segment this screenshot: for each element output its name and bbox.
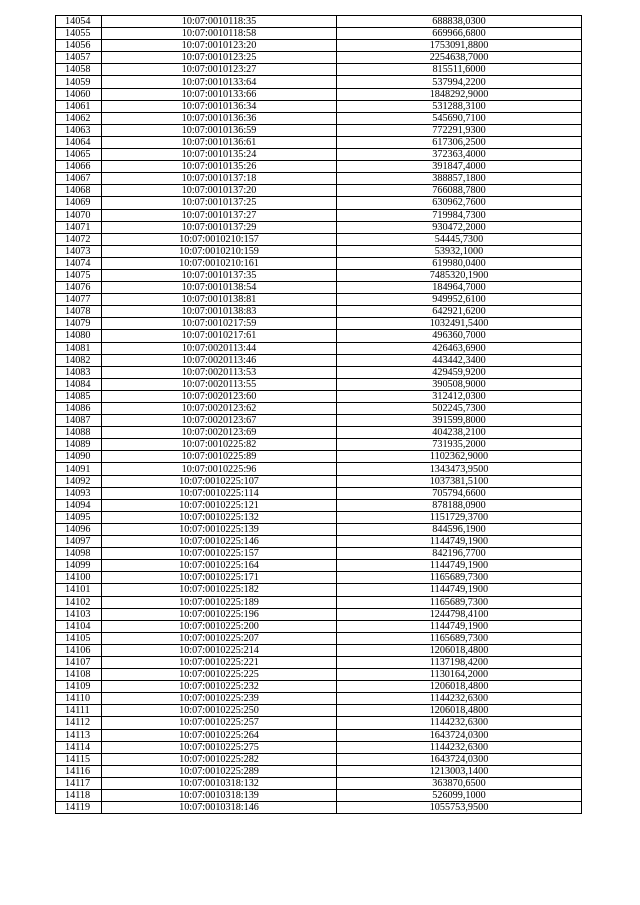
- value-cell: 1643724,0300: [337, 753, 582, 765]
- row-number-cell: 14066: [56, 161, 102, 173]
- cadastral-number-cell: 10:07:0010137:35: [102, 269, 337, 281]
- value-cell: 1037381,5100: [337, 475, 582, 487]
- cadastral-number-cell: 10:07:0010118:35: [102, 16, 337, 28]
- table-row: [56, 463, 582, 475]
- row-number-cell: 14061: [56, 100, 102, 112]
- table-row: [56, 306, 582, 318]
- table-row: [56, 802, 582, 814]
- row-number-cell: 14084: [56, 378, 102, 390]
- table-row: [56, 790, 582, 802]
- cadastral-number-cell: 10:07:0010138:54: [102, 282, 337, 294]
- table-row: [56, 245, 582, 257]
- table-row: [56, 499, 582, 511]
- table-row: [56, 88, 582, 100]
- value-cell: 688838,0300: [337, 16, 582, 28]
- cadastral-number-cell: 10:07:0010225:114: [102, 487, 337, 499]
- cadastral-number-cell: 10:07:0010136:61: [102, 136, 337, 148]
- value-cell: 1848292,9000: [337, 88, 582, 100]
- table-row: [56, 149, 582, 161]
- table-row: [56, 378, 582, 390]
- row-number-cell: 14058: [56, 64, 102, 76]
- table-row: [56, 390, 582, 402]
- row-number-cell: 14106: [56, 644, 102, 656]
- row-number-cell: 14092: [56, 475, 102, 487]
- value-cell: 844596,1900: [337, 523, 582, 535]
- value-cell: 1144749,1900: [337, 560, 582, 572]
- table-row: [56, 632, 582, 644]
- table-row: [56, 536, 582, 548]
- cadastral-number-cell: 10:07:0020113:44: [102, 342, 337, 354]
- row-number-cell: 14078: [56, 306, 102, 318]
- value-cell: 772291,9300: [337, 124, 582, 136]
- table-row: [56, 741, 582, 753]
- value-cell: 766088,7800: [337, 185, 582, 197]
- value-cell: 669966,6800: [337, 28, 582, 40]
- cadastral-number-cell: 10:07:0020113:55: [102, 378, 337, 390]
- cadastral-number-cell: 10:07:0010225:146: [102, 536, 337, 548]
- cadastral-number-cell: 10:07:0010210:159: [102, 245, 337, 257]
- row-number-cell: 14069: [56, 197, 102, 209]
- value-cell: 1165689,7300: [337, 596, 582, 608]
- row-number-cell: 14067: [56, 173, 102, 185]
- table-row: [56, 523, 582, 535]
- table-row: [56, 52, 582, 64]
- table-row: [56, 427, 582, 439]
- cadastral-number-cell: 10:07:0010137:29: [102, 221, 337, 233]
- cadastral-number-cell: 10:07:0010225:121: [102, 499, 337, 511]
- cadastral-number-cell: 10:07:0010123:27: [102, 64, 337, 76]
- cadastral-number-cell: 10:07:0010123:20: [102, 40, 337, 52]
- row-number-cell: 14072: [56, 233, 102, 245]
- cadastral-number-cell: 10:07:0020123:60: [102, 390, 337, 402]
- row-number-cell: 14104: [56, 620, 102, 632]
- row-number-cell: 14102: [56, 596, 102, 608]
- table-row: [56, 777, 582, 789]
- value-cell: 878188,0900: [337, 499, 582, 511]
- row-number-cell: 14097: [56, 536, 102, 548]
- value-cell: 496360,7000: [337, 330, 582, 342]
- value-cell: 630962,7600: [337, 197, 582, 209]
- row-number-cell: 14075: [56, 269, 102, 281]
- row-number-cell: 14114: [56, 741, 102, 753]
- value-cell: 1165689,7300: [337, 632, 582, 644]
- cadastral-number-cell: 10:07:0010133:66: [102, 88, 337, 100]
- row-number-cell: 14090: [56, 451, 102, 463]
- row-number-cell: 14082: [56, 354, 102, 366]
- cadastral-number-cell: 10:07:0010225:171: [102, 572, 337, 584]
- row-number-cell: 14095: [56, 511, 102, 523]
- value-cell: 54445,7300: [337, 233, 582, 245]
- value-cell: 930472,2000: [337, 221, 582, 233]
- value-cell: 1144749,1900: [337, 620, 582, 632]
- row-number-cell: 14108: [56, 669, 102, 681]
- value-cell: 619980,0400: [337, 257, 582, 269]
- table-row: [56, 257, 582, 269]
- value-cell: 1206018,4800: [337, 705, 582, 717]
- table-row: [56, 487, 582, 499]
- value-cell: 1144232,6300: [337, 741, 582, 753]
- value-cell: 1144232,6300: [337, 717, 582, 729]
- row-number-cell: 14115: [56, 753, 102, 765]
- table-row: [56, 318, 582, 330]
- cadastral-number-cell: 10:07:0020123:62: [102, 403, 337, 415]
- table-row: [56, 173, 582, 185]
- row-number-cell: 14117: [56, 777, 102, 789]
- row-number-cell: 14059: [56, 76, 102, 88]
- row-number-cell: 14085: [56, 390, 102, 402]
- row-number-cell: 14112: [56, 717, 102, 729]
- cadastral-number-cell: 10:07:0010137:20: [102, 185, 337, 197]
- row-number-cell: 14087: [56, 415, 102, 427]
- cadastral-number-cell: 10:07:0010135:24: [102, 149, 337, 161]
- row-number-cell: 14093: [56, 487, 102, 499]
- cadastral-number-cell: 10:07:0010225:289: [102, 765, 337, 777]
- row-number-cell: 14116: [56, 765, 102, 777]
- table-row: [56, 342, 582, 354]
- table-row: [56, 185, 582, 197]
- table-row: [56, 366, 582, 378]
- row-number-cell: 14083: [56, 366, 102, 378]
- row-number-cell: 14107: [56, 656, 102, 668]
- table-row: [56, 28, 582, 40]
- row-number-cell: 14099: [56, 560, 102, 572]
- row-number-cell: 14119: [56, 802, 102, 814]
- cadastral-number-cell: 10:07:0010225:157: [102, 548, 337, 560]
- cadastral-number-cell: 10:07:0020123:67: [102, 415, 337, 427]
- value-cell: 842196,7700: [337, 548, 582, 560]
- cadastral-number-cell: 10:07:0010225:139: [102, 523, 337, 535]
- table-row: [56, 511, 582, 523]
- row-number-cell: 14110: [56, 693, 102, 705]
- table-row: [56, 560, 582, 572]
- value-cell: 372363,4000: [337, 149, 582, 161]
- value-cell: 1144232,6300: [337, 693, 582, 705]
- table-row: [56, 221, 582, 233]
- value-cell: 1144749,1900: [337, 536, 582, 548]
- row-number-cell: 14105: [56, 632, 102, 644]
- cadastral-number-cell: 10:07:0010225:275: [102, 741, 337, 753]
- cadastral-number-cell: 10:07:0010225:232: [102, 681, 337, 693]
- value-cell: 815511,6000: [337, 64, 582, 76]
- value-cell: 1753091,8800: [337, 40, 582, 52]
- table-row: [56, 161, 582, 173]
- cadastral-number-cell: 10:07:0010118:58: [102, 28, 337, 40]
- value-cell: 426463,6900: [337, 342, 582, 354]
- value-cell: 1643724,0300: [337, 729, 582, 741]
- table-row: [56, 112, 582, 124]
- row-number-cell: 14057: [56, 52, 102, 64]
- table-row: [56, 40, 582, 52]
- value-cell: 642921,6200: [337, 306, 582, 318]
- row-number-cell: 14056: [56, 40, 102, 52]
- table-row: [56, 451, 582, 463]
- table-row: [56, 415, 582, 427]
- row-number-cell: 14054: [56, 16, 102, 28]
- table-row: [56, 439, 582, 451]
- cadastral-number-cell: 10:07:0020113:53: [102, 366, 337, 378]
- cadastral-number-cell: 10:07:0010225:107: [102, 475, 337, 487]
- cadastral-number-cell: 10:07:0010217:59: [102, 318, 337, 330]
- cadastral-number-cell: 10:07:0010137:25: [102, 197, 337, 209]
- table-row: [56, 669, 582, 681]
- value-cell: 1343473,9500: [337, 463, 582, 475]
- cadastral-number-cell: 10:07:0010225:189: [102, 596, 337, 608]
- table-row: [56, 76, 582, 88]
- cadastral-number-cell: 10:07:0020123:69: [102, 427, 337, 439]
- value-cell: 705794,6600: [337, 487, 582, 499]
- table-row: [56, 64, 582, 76]
- row-number-cell: 14062: [56, 112, 102, 124]
- row-number-cell: 14089: [56, 439, 102, 451]
- cadastral-number-cell: 10:07:0010137:27: [102, 209, 337, 221]
- value-cell: 1137198,4200: [337, 656, 582, 668]
- row-number-cell: 14081: [56, 342, 102, 354]
- table-row: [56, 656, 582, 668]
- value-cell: 391599,8000: [337, 415, 582, 427]
- value-cell: 1206018,4800: [337, 681, 582, 693]
- table-row: [56, 354, 582, 366]
- value-cell: 1213003,1400: [337, 765, 582, 777]
- value-cell: 7485320,1900: [337, 269, 582, 281]
- table-row: [56, 136, 582, 148]
- cadastral-number-cell: 10:07:0010225:282: [102, 753, 337, 765]
- cadastral-number-cell: 10:07:0010225:200: [102, 620, 337, 632]
- row-number-cell: 14074: [56, 257, 102, 269]
- row-number-cell: 14111: [56, 705, 102, 717]
- cadastral-number-cell: 10:07:0010225:132: [102, 511, 337, 523]
- cadastral-number-cell: 10:07:0010136:59: [102, 124, 337, 136]
- row-number-cell: 14070: [56, 209, 102, 221]
- table-row: [56, 233, 582, 245]
- row-number-cell: 14080: [56, 330, 102, 342]
- table-row: [56, 596, 582, 608]
- row-number-cell: 14094: [56, 499, 102, 511]
- row-number-cell: 14076: [56, 282, 102, 294]
- table-row: [56, 209, 582, 221]
- cadastral-number-cell: 10:07:0010210:161: [102, 257, 337, 269]
- row-number-cell: 14055: [56, 28, 102, 40]
- table-row: [56, 717, 582, 729]
- cadastral-number-cell: 10:07:0010225:82: [102, 439, 337, 451]
- row-number-cell: 14088: [56, 427, 102, 439]
- row-number-cell: 14100: [56, 572, 102, 584]
- cadastral-number-cell: 10:07:0010138:83: [102, 306, 337, 318]
- table-row: [56, 681, 582, 693]
- value-cell: 1144749,1900: [337, 584, 582, 596]
- cadastral-number-cell: 10:07:0010225:225: [102, 669, 337, 681]
- row-number-cell: 14068: [56, 185, 102, 197]
- row-number-cell: 14086: [56, 403, 102, 415]
- cadastral-number-cell: 10:07:0010137:18: [102, 173, 337, 185]
- cadastral-number-cell: 10:07:0010225:250: [102, 705, 337, 717]
- table-row: [56, 729, 582, 741]
- table-row: [56, 294, 582, 306]
- value-cell: 312412,0300: [337, 390, 582, 402]
- row-number-cell: 14118: [56, 790, 102, 802]
- cadastral-number-cell: 10:07:0010123:25: [102, 52, 337, 64]
- row-number-cell: 14063: [56, 124, 102, 136]
- cadastral-number-cell: 10:07:0010225:89: [102, 451, 337, 463]
- cadastral-number-cell: 10:07:0010210:157: [102, 233, 337, 245]
- row-number-cell: 14096: [56, 523, 102, 535]
- row-number-cell: 14103: [56, 608, 102, 620]
- value-cell: 1130164,2000: [337, 669, 582, 681]
- value-cell: 731935,2000: [337, 439, 582, 451]
- value-cell: 388857,1800: [337, 173, 582, 185]
- table-row: [56, 269, 582, 281]
- value-cell: 545690,7100: [337, 112, 582, 124]
- cadastral-number-cell: 10:07:0010225:239: [102, 693, 337, 705]
- table-row: [56, 475, 582, 487]
- table-row: [56, 620, 582, 632]
- row-number-cell: 14064: [56, 136, 102, 148]
- table-row: [56, 705, 582, 717]
- cadastral-number-cell: 10:07:0010217:61: [102, 330, 337, 342]
- table-row: [56, 753, 582, 765]
- value-cell: 719984,7300: [337, 209, 582, 221]
- cadastral-number-cell: 10:07:0020113:46: [102, 354, 337, 366]
- value-cell: 1165689,7300: [337, 572, 582, 584]
- cadastral-number-cell: 10:07:0010318:146: [102, 802, 337, 814]
- table-row: [56, 765, 582, 777]
- value-cell: 443442,3400: [337, 354, 582, 366]
- value-cell: 1032491,5400: [337, 318, 582, 330]
- value-cell: 2254638,7000: [337, 52, 582, 64]
- value-cell: 429459,9200: [337, 366, 582, 378]
- value-cell: 184964,7000: [337, 282, 582, 294]
- table-row: [56, 608, 582, 620]
- table-row: [56, 572, 582, 584]
- cadastral-number-cell: 10:07:0010135:26: [102, 161, 337, 173]
- value-cell: 526099,1000: [337, 790, 582, 802]
- value-cell: 1244798,4100: [337, 608, 582, 620]
- table-row: [56, 403, 582, 415]
- value-cell: 531288,3100: [337, 100, 582, 112]
- table-row: [56, 282, 582, 294]
- value-cell: 1055753,9500: [337, 802, 582, 814]
- row-number-cell: 14079: [56, 318, 102, 330]
- row-number-cell: 14073: [56, 245, 102, 257]
- value-cell: 617306,2500: [337, 136, 582, 148]
- value-cell: 391847,4000: [337, 161, 582, 173]
- value-cell: 502245,7300: [337, 403, 582, 415]
- row-number-cell: 14109: [56, 681, 102, 693]
- value-cell: 404238,2100: [337, 427, 582, 439]
- cadastral-number-cell: 10:07:0010318:139: [102, 790, 337, 802]
- table-body: [56, 16, 582, 814]
- row-number-cell: 14091: [56, 463, 102, 475]
- cadastral-number-cell: 10:07:0010225:164: [102, 560, 337, 572]
- table-row: [56, 100, 582, 112]
- row-number-cell: 14060: [56, 88, 102, 100]
- table-row: [56, 16, 582, 28]
- value-cell: 537994,2200: [337, 76, 582, 88]
- row-number-cell: 14101: [56, 584, 102, 596]
- cadastral-number-cell: 10:07:0010225:207: [102, 632, 337, 644]
- cadastral-number-cell: 10:07:0010136:34: [102, 100, 337, 112]
- cadastral-number-cell: 10:07:0010225:96: [102, 463, 337, 475]
- cadastral-number-cell: 10:07:0010225:182: [102, 584, 337, 596]
- row-number-cell: 14071: [56, 221, 102, 233]
- value-cell: 390508,9000: [337, 378, 582, 390]
- table-row: [56, 584, 582, 596]
- cadastral-number-cell: 10:07:0010225:264: [102, 729, 337, 741]
- row-number-cell: 14113: [56, 729, 102, 741]
- cadastral-number-cell: 10:07:0010225:257: [102, 717, 337, 729]
- cadastral-number-cell: 10:07:0010138:81: [102, 294, 337, 306]
- table-row: [56, 330, 582, 342]
- cadastral-number-cell: 10:07:0010225:214: [102, 644, 337, 656]
- table-row: [56, 548, 582, 560]
- value-cell: 949952,6100: [337, 294, 582, 306]
- row-number-cell: 14077: [56, 294, 102, 306]
- cadastral-number-cell: 10:07:0010318:132: [102, 777, 337, 789]
- row-number-cell: 14065: [56, 149, 102, 161]
- row-number-cell: 14098: [56, 548, 102, 560]
- table-row: [56, 693, 582, 705]
- value-cell: 53932,1000: [337, 245, 582, 257]
- value-cell: 1102362,9000: [337, 451, 582, 463]
- value-cell: 1151729,3700: [337, 511, 582, 523]
- table-row: [56, 644, 582, 656]
- cadastral-number-cell: 10:07:0010133:64: [102, 76, 337, 88]
- table-row: [56, 124, 582, 136]
- value-cell: 1206018,4800: [337, 644, 582, 656]
- cadastral-number-cell: 10:07:0010136:36: [102, 112, 337, 124]
- table-row: [56, 197, 582, 209]
- cadastral-number-cell: 10:07:0010225:196: [102, 608, 337, 620]
- cadastral-number-cell: 10:07:0010225:221: [102, 656, 337, 668]
- value-cell: 363870,6500: [337, 777, 582, 789]
- data-table: [55, 15, 582, 814]
